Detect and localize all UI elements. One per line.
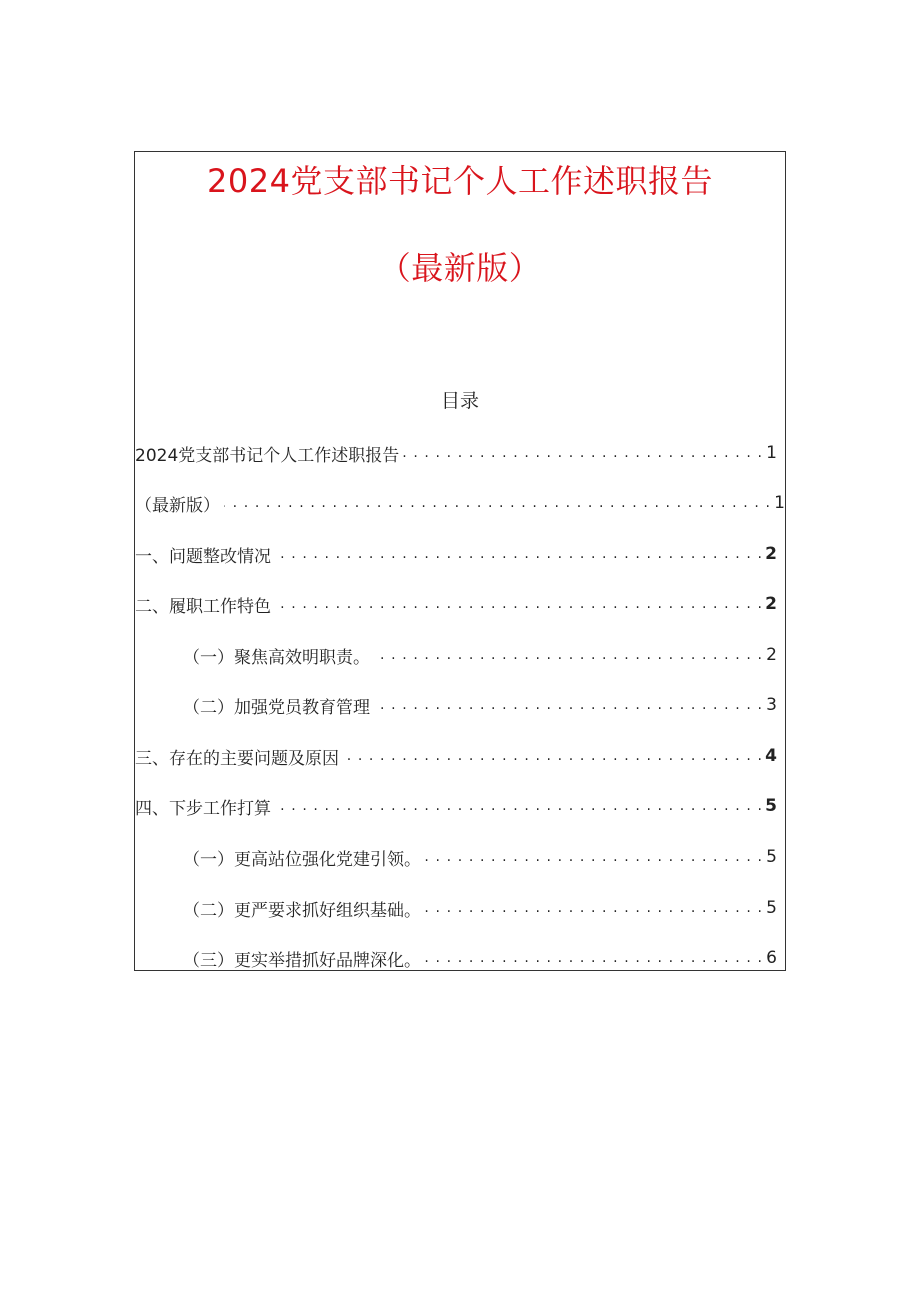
toc-leader-dots [343,743,763,769]
toc-leader-dots [403,440,763,466]
toc-entry-report-title[interactable] [135,440,777,466]
toc-entry-page: 2 [766,645,777,665]
toc-entry-page: 2 [765,544,777,564]
toc-entry-label: （最新版） [135,495,220,516]
toc-leader-dots [425,844,763,870]
toc-leader-dots [275,541,763,567]
toc-entry-page: 3 [766,695,777,715]
toc-entry-label: （二）加强党员教育管理 [183,697,370,718]
toc-leader-dots [425,945,763,971]
toc-entry-label: （三）更实举措抓好品牌深化。 [183,950,421,971]
toc-entry-section-4-1[interactable] [135,844,777,870]
toc-entry-label: 三、存在的主要问题及原因 [135,748,339,769]
toc-entry-section-2-2[interactable] [135,692,777,718]
toc-entry-section-4-2[interactable] [135,895,777,921]
toc-entry-label: 二、履职工作特色 [135,596,271,617]
toc-entry-label: （一）更高站位强化党建引领。 [183,849,421,870]
toc-entry-label: 2024党支部书记个人工作述职报告 [135,445,400,466]
toc-entry-page: 1 [774,493,785,513]
document-frame [134,151,786,971]
toc-heading: 目录 [440,390,479,412]
toc-leader-dots [224,490,771,516]
toc-leader-dots [425,895,763,921]
toc-leader-dots [275,591,763,617]
toc-leader-dots [275,793,763,819]
toc-leader-dots [374,642,763,668]
toc-leader-dots [374,692,763,718]
toc-entry-section-2[interactable] [135,591,777,617]
toc-entry-page: 6 [766,948,777,968]
toc-entry-page: 5 [766,898,777,918]
toc-entry-page: 1 [766,443,777,463]
toc-entry-latest-edition[interactable] [135,490,785,516]
document-title: 2024党支部书记个人工作述职报告 [207,162,713,200]
toc-entry-page: 5 [766,847,777,867]
toc-entry-page: 4 [765,746,777,766]
toc-entry-page: 2 [765,594,777,614]
document-subtitle: （最新版） [378,249,542,287]
toc-entry-label: （一）聚焦高效明职责。 [183,647,370,668]
toc-entry-section-3[interactable] [135,743,777,769]
toc-entry-label: （二）更严要求抓好组织基础。 [183,900,421,921]
toc-entry-label: 一、问题整改情况 [135,546,271,567]
toc-entry-section-1[interactable] [135,541,777,567]
toc-entry-section-2-1[interactable] [135,642,777,668]
toc-entry-label: 四、下步工作打算 [135,798,271,819]
toc-entry-section-4-3[interactable] [135,945,777,971]
toc-entry-page: 5 [765,796,777,816]
toc-entry-section-4[interactable] [135,793,777,819]
